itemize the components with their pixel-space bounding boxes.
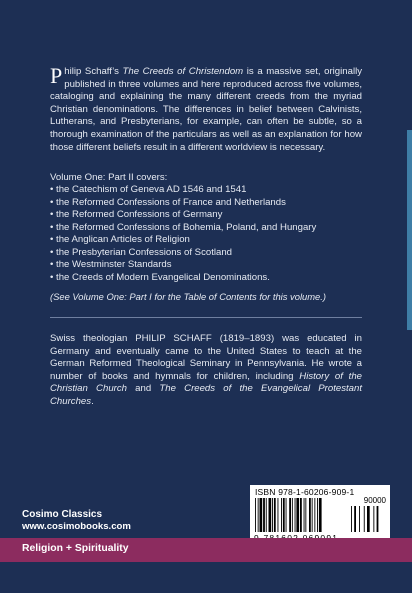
barcode-bar bbox=[305, 498, 306, 532]
barcode-bar bbox=[278, 498, 279, 532]
addon-bar bbox=[359, 506, 360, 532]
addon-bar bbox=[351, 506, 352, 532]
price-code: 90000 bbox=[363, 496, 386, 505]
barcode-bar bbox=[283, 498, 285, 532]
list-item: • the Catechism of Geneva AD 1546 and 1541 bbox=[50, 184, 370, 197]
barcode-bar bbox=[317, 498, 318, 532]
barcode-bar bbox=[296, 498, 299, 532]
bio-book-1: History of the Christian Church bbox=[50, 370, 362, 395]
drop-cap: P bbox=[50, 63, 63, 88]
barcode-bar bbox=[304, 498, 305, 532]
barcode-bar bbox=[289, 498, 291, 532]
list-item: • the Creeds of Modern Evangelical Denominations. bbox=[50, 272, 370, 285]
isbn-label: ISBN 978-1-60206-909-1 bbox=[255, 487, 355, 497]
list-item: • the Presbyterian Confessions of Scotland bbox=[50, 247, 370, 260]
blurb-book-title: The Creeds of Christendom bbox=[122, 66, 244, 77]
list-item: • the Reformed Confessions of Germany bbox=[50, 209, 370, 222]
addon-bar bbox=[364, 506, 365, 532]
barcode-bar bbox=[292, 498, 293, 532]
barcode-bar bbox=[319, 498, 322, 532]
barcode-bar bbox=[260, 498, 263, 532]
publisher-imprint bbox=[22, 509, 131, 532]
category-bar bbox=[0, 538, 412, 562]
barcode-bar bbox=[295, 498, 296, 532]
list-item: • the Reformed Confessions of Bohemia, Poland, and Hungary bbox=[50, 222, 370, 235]
barcode-bar bbox=[286, 498, 287, 532]
barcode-bar bbox=[269, 498, 272, 532]
side-accent-stripe bbox=[407, 130, 412, 330]
barcode-bar bbox=[300, 498, 302, 532]
barcode-bar bbox=[266, 498, 267, 532]
category-label: Religion + Spirituality bbox=[22, 543, 129, 554]
bio-end: . bbox=[91, 395, 94, 407]
volume-heading: Volume One: Part II covers: bbox=[50, 172, 168, 183]
barcode-bar bbox=[258, 498, 259, 532]
list-item: • the Anglican Articles of Religion bbox=[50, 234, 370, 247]
addon-bar bbox=[354, 506, 356, 532]
section-divider bbox=[50, 317, 362, 318]
bio-book-2: The Creeds of the Evangelical Protestant Churches bbox=[50, 383, 362, 407]
publisher-url: www.cosimobooks.com bbox=[22, 521, 131, 532]
barcode-bar bbox=[312, 498, 313, 532]
contents-list bbox=[50, 184, 370, 284]
barcode-bar bbox=[314, 498, 315, 532]
barcode-bar bbox=[263, 498, 265, 532]
addon-bar bbox=[373, 506, 374, 532]
barcode-bar bbox=[281, 498, 282, 532]
list-item: • the Westminster Standards bbox=[50, 259, 370, 272]
author-bio bbox=[50, 333, 362, 409]
contents-note: (See Volume One: Part I for the Table of Contents for this volume.) bbox=[50, 291, 327, 302]
addon-bar bbox=[367, 506, 370, 532]
list-item: • the Reformed Confessions of France and Netherlands bbox=[50, 197, 370, 210]
blurb-intro: hilip Schaff’s bbox=[64, 66, 123, 77]
blurb-body: is a massive set, originally published in three volumes and here reproduced across five volumes, cataloging and explaining the many different creeds from the myriad Christian denominations. The differences in belief between Calvinists, Lutherans, and Presbyterians, for example, can often be subtle, so a thorough examination of the particulars as well as an explanation for how those different beliefs result in a different worldview is necessary. bbox=[50, 66, 363, 153]
barcode-bar bbox=[272, 498, 273, 532]
barcode-bar bbox=[274, 498, 276, 532]
barcode-bars-icon bbox=[255, 498, 385, 534]
bio-conjunction: and bbox=[126, 383, 160, 395]
description-blurb bbox=[50, 63, 363, 154]
bio-text: Swiss theologian PHILIP SCHAFF (1819–1893) was educated in Germany and eventually came to the United States to teach at the German Reformed Theological Seminary in Pennsylvania. He wrote a number of books and hymnals for children, including bbox=[50, 333, 362, 382]
barcode-bar bbox=[309, 498, 311, 532]
addon-bar bbox=[377, 506, 379, 532]
publisher-name: Cosimo Classics bbox=[22, 509, 103, 520]
barcode-bar bbox=[255, 498, 256, 532]
isbn-barcode bbox=[250, 485, 390, 545]
